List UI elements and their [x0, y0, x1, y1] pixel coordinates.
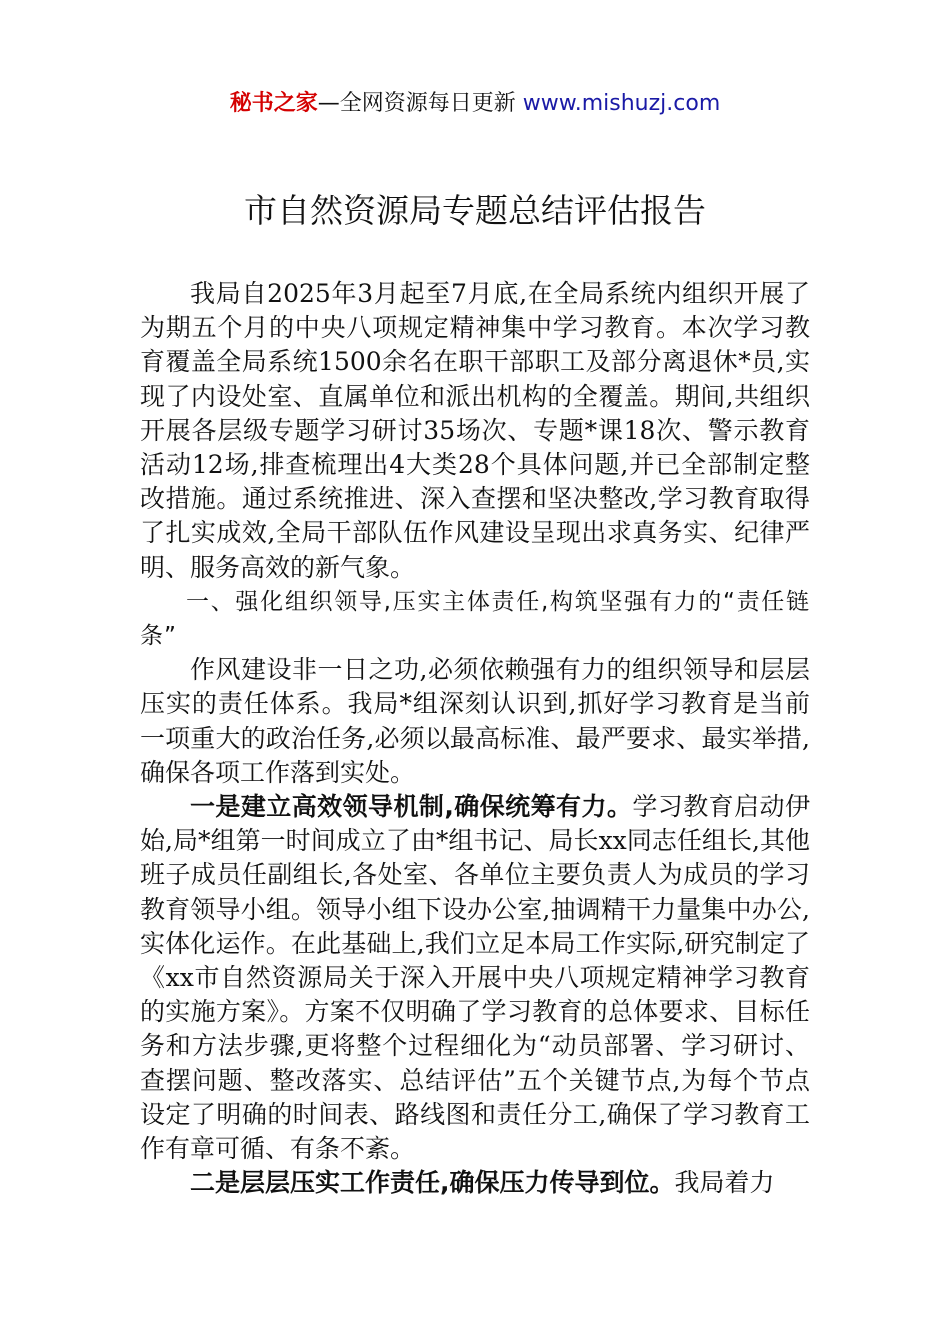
website-link[interactable]: www.mishuzj.com [522, 91, 721, 116]
point-two-lead: 二是层层压实工作责任,确保压力传导到位。 [190, 1168, 675, 1198]
document-body [140, 277, 810, 1200]
document-title: 市自然资源局专题总结评估报告 [244, 191, 706, 230]
section-paragraph: 作风建设非一日之功,必须依赖强有力的组织领导和层层压实的责任体系。我局*组深刻认识到,抓好学习教育是当前一项重大的政治任务,必须以最高标准、最严要求、最实举措,确保各项工作落到实处。 [140, 655, 810, 787]
header-banner [0, 88, 950, 120]
point-two-body: 我局着力 [674, 1168, 775, 1198]
intro-paragraph: 我局自2025年3月起至7月底,在全局系统内组织开展了为期五个月的中央八项规定精神集中学习教育。本次学习教育覆盖全局系统1500余名在职干部职工及部分离退休*员,实现了内设处室、直属单位和派出机构的全覆盖。期间,共组织开展各层级专题学习研讨35场次、专题*课18次、警示教育活动12场,排查梳理出4大类28个具体问题,并已全部制定整改措施。通过系统推进、深入查摆和坚决整改,学习教育取得了扎实成效,全局干部队伍作风建设呈现出求真务实、纪律严明、服务高效的新气象。 [140, 279, 810, 582]
point-one-paragraph [140, 790, 810, 1166]
banner-tagline: —全网资源每日更新 [317, 91, 523, 116]
section-heading: 一、强化组织领导,压实主体责任,构筑坚强有力的“责任链条” [140, 588, 810, 650]
point-two-paragraph [140, 1166, 810, 1200]
brand-name: 秘书之家 [229, 91, 318, 116]
point-one-lead: 一是建立高效领导机制,确保统筹有力。 [190, 792, 633, 822]
point-one-body: 学习教育启动伊始,局*组第一时间成立了由*组书记、局长xx同志任组长,其他班子成员任副组长,各处室、各单位主要负责人为成员的学习教育领导小组。领导小组下设办公室,抽调精干力量集中办公,实体化运作。在此基础上,我们立足本局工作实际,研究制定了《xx市自然资源局关于深入开展中央八项规定精神学习教育的实施方案》。方案不仅明确了学习教育的总体要求、目标任务和方法步骤,更将整个过程细化为“动员部署、学习研讨、查摆问题、整改落实、总结评估”五个关键节点,为每个节点设定了明确的时间表、路线图和责任分工,确保了学习教育工作有章可循、有条不紊。 [140, 792, 810, 1164]
